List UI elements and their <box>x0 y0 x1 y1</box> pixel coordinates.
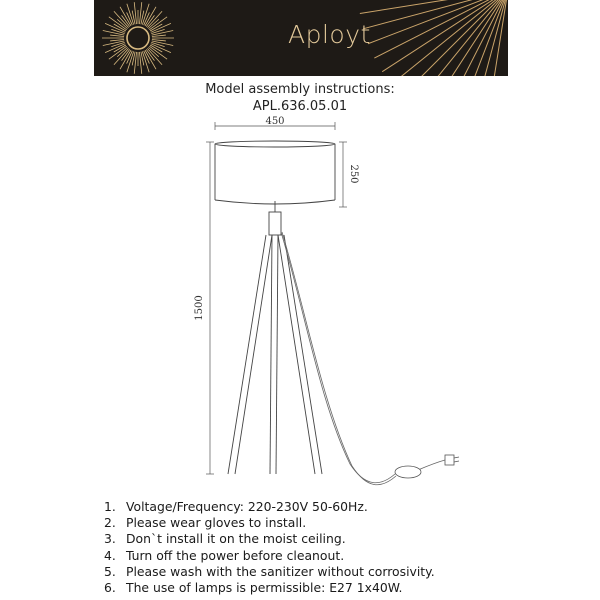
tripod-legs <box>228 235 322 474</box>
item-text: Don`t install it on the moist ceiling. <box>126 531 346 547</box>
item-text: Please wear gloves to install. <box>126 515 307 531</box>
item-number: 6. <box>104 580 116 596</box>
instruction-item <box>104 515 435 531</box>
total-height-label: 1500 <box>194 295 205 321</box>
item-number: 2. <box>104 515 116 531</box>
lamp-drawing <box>180 112 480 492</box>
shade-height-label: 250 <box>348 164 359 184</box>
lamp-shade <box>215 141 335 204</box>
page-title: Model assembly instructions: <box>205 82 395 97</box>
instruction-item <box>104 564 435 580</box>
power-cable <box>281 232 445 485</box>
item-number: 3. <box>104 531 116 547</box>
width-label: 450 <box>265 116 285 127</box>
item-text: Voltage/Frequency: 220-230V 50-60Hz. <box>126 499 368 514</box>
item-text: Please wash with the sanitizer without corrosivity. <box>126 563 435 579</box>
item-number: 1. <box>104 499 116 514</box>
instruction-list <box>104 499 435 596</box>
model-number: APL.636.05.01 <box>252 99 348 114</box>
lamp-socket <box>269 201 281 235</box>
width-dimension <box>215 116 335 130</box>
shade-height-dimension <box>339 142 359 207</box>
brand-banner <box>94 0 508 76</box>
instruction-item <box>104 580 435 596</box>
power-plug <box>445 455 459 465</box>
item-number: 5. <box>104 563 116 579</box>
instruction-item <box>104 531 435 547</box>
item-text: The use of lamps is permissible: E27 1x40W. <box>126 580 403 596</box>
item-text: Turn off the power before cleanout. <box>126 547 345 563</box>
instruction-item <box>104 499 435 515</box>
cable-switch <box>395 466 421 478</box>
total-height-dimension <box>194 142 214 474</box>
item-number: 4. <box>104 547 116 563</box>
instruction-item <box>104 548 435 564</box>
brand-name: Aployt <box>288 20 371 49</box>
